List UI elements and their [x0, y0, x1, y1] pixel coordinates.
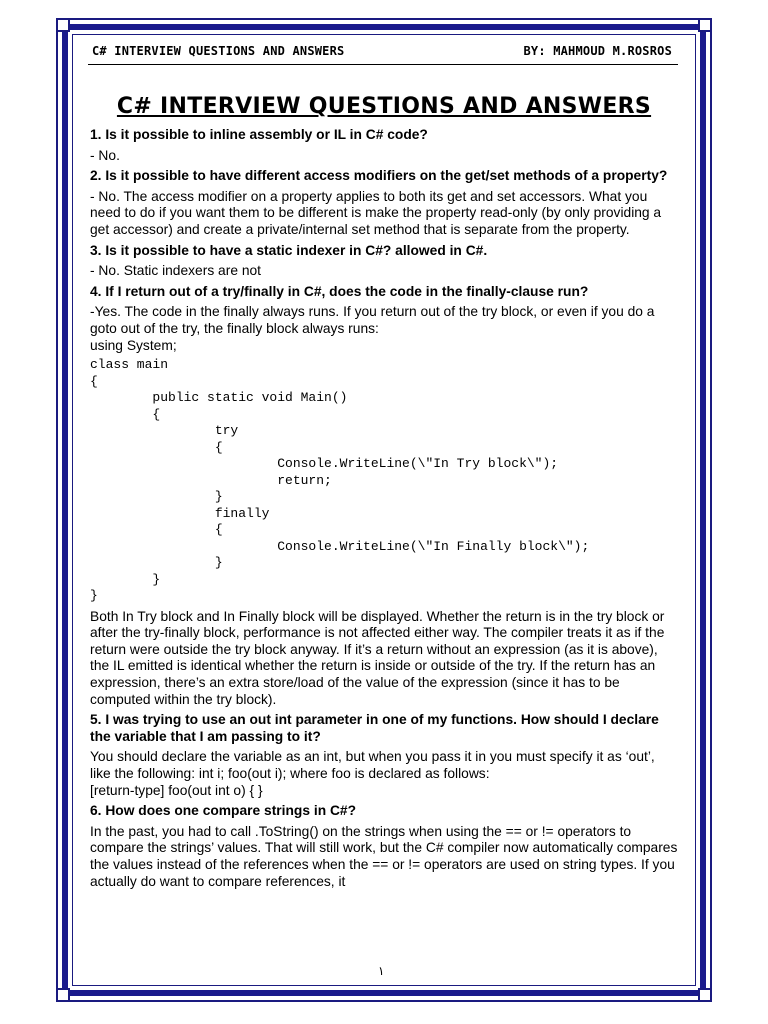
corner-ornament-bottom-right: [698, 988, 712, 1002]
header-author: BY: MAHMOUD M.ROSROS: [523, 44, 672, 58]
answer-3: - No. Static indexers are not: [90, 263, 262, 279]
answer-5-signature: [return-type] foo(out int o) { }: [90, 782, 263, 798]
question-2: 2. Is it possible to have different access modifiers on the get/set methods of a property?: [90, 168, 668, 184]
corner-ornament-bottom-left: [56, 988, 70, 1002]
page-number: ١: [378, 964, 385, 978]
question-5: 5. I was trying to use an out int parameter in one of my functions. How should I declare the variable that I am passing to it?: [90, 712, 659, 744]
answer-1: - No.: [90, 147, 120, 163]
page-title: C# INTERVIEW QUESTIONS AND ANSWERS: [116, 94, 652, 119]
answer-4-using: using System;: [90, 337, 177, 353]
header-divider: [88, 64, 678, 65]
corner-ornament-top-right: [698, 18, 712, 32]
document-body: [90, 127, 678, 894]
answer-5: You should declare the variable as an int, but when you pass it in you must specify it as ‘out’, like the following: int i; foo(out i); where foo is declared as follows:: [90, 749, 655, 781]
answer-2: - No. The access modifier on a property applies to both its get and set accessors. What you need to do if you want them to be different is make the property read-only (by only providing a get accessor) and create a private/internal set method that is separate from the property.: [90, 188, 662, 237]
running-header: [92, 44, 672, 64]
answer-6: In the past, you had to call .ToString() on the strings when using the == or != operators to compare the strings’ values. That will still work, but the C# compiler now automatically compares the values instead of the references when the == or != operators are used on string types. If you actually do want to compare references, it: [90, 823, 678, 889]
header-title: C# INTERVIEW QUESTIONS AND ANSWERS: [92, 44, 345, 58]
question-4: 4. If I return out of a try/finally in C#, does the code in the finally-clause run?: [90, 283, 589, 299]
answer-4: -Yes. The code in the finally always runs. If you return out of the try block, or even if you do a goto out of the try, the finally block always runs:: [90, 304, 655, 336]
code-sample: class main { public static void Main() { try { Console.WriteLine(\"In Try block\"); return; } finally { Console.WriteLine(\"In Finally block\"); } } }: [90, 357, 590, 604]
corner-ornament-top-left: [56, 18, 70, 32]
question-3: 3. Is it possible to have a static indexer in C#? allowed in C#.: [90, 242, 488, 258]
answer-4-explanation: Both In Try block and In Finally block will be displayed. Whether the return is in the try block or after the try-finally block, performance is not affected either way. The compiler treats it as if the return were outside the try block anyway. If it’s a return without an expression (as it is above), the IL emitted is identical whether the return is inside or outside of the try. If the return has an expression, there’s an extra store/load of the value of the expression (since it has to be computed within the try block).: [90, 608, 665, 707]
question-6: 6. How does one compare strings in C#?: [90, 803, 357, 819]
question-1: 1. Is it possible to inline assembly or IL in C# code?: [90, 127, 428, 142]
